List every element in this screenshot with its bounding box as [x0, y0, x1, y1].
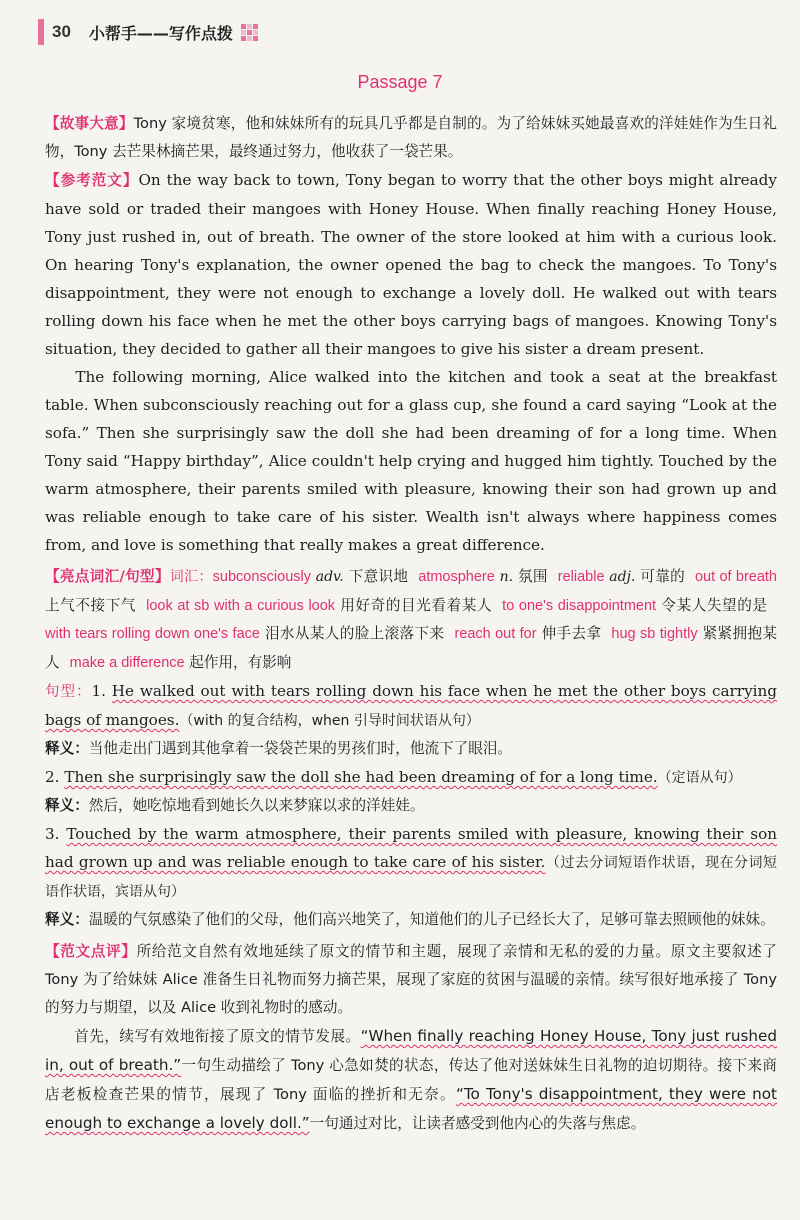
- header-accent-bar: [38, 19, 44, 45]
- vocab-term: with tears rolling down one's face: [45, 626, 260, 642]
- vocab-meaning: 氛围: [513, 568, 548, 585]
- vocab-item: [45, 625, 444, 642]
- model-essay-tag: 【参考范文】: [45, 172, 139, 189]
- vocab-term: out of breath: [694, 569, 777, 585]
- comment-para-2-a: 首先，续写有效地衔接了原文的情节发展。: [74, 1028, 361, 1045]
- comment-para-2-b: 一句生动描绘了 Tony 心急如焚的状态，传达了他对送妹妹生日礼物的迫切期待。接下来商店老板检查芒果的情节，展现了 Tony 面临的挫折和无奈。: [45, 1057, 777, 1103]
- highlight-vocab: [45, 563, 777, 677]
- vocab-pos: n.: [494, 569, 514, 585]
- vocab-term: make a difference: [69, 654, 185, 671]
- comment-para-2-c: 一句通过对比，让读者感受到他内心的失落与焦虑。: [309, 1115, 646, 1132]
- comment-quote-2: “To Tony's disappointment, they were not enough to exchange a lovely doll.”: [45, 1085, 778, 1132]
- sentence-2: [45, 763, 777, 792]
- vocab-label: 词汇：: [169, 569, 213, 585]
- vocab-pos: adj.: [604, 569, 636, 585]
- meaning-label: 释义：: [45, 911, 89, 928]
- vocab-term: hug sb tightly: [611, 626, 698, 642]
- highlights-tag: 【亮点词汇/句型】: [45, 568, 170, 585]
- page-header: [38, 18, 258, 46]
- model-essay-para-1: [45, 166, 777, 363]
- meaning-label: 释义：: [45, 740, 89, 757]
- header-title: 小帮手——写作点拨: [88, 23, 233, 43]
- vocab-term: to one's disappointment: [502, 597, 657, 614]
- model-para-1-text: On the way back to town, Tony began to worry that the other boys might already have sold or traded their mangoes with Honey House. When finally reaching Honey House, Tony just rushed in, out of breath. The owner of the store looked at him with a curious look. On hearing Tony's explanation, the owner opened the bag to check the mangoes. To Tony's disappointment, they were not enough to exchange a lovely doll. He walked out with tears rolling down his face when he met the other boys carrying bags of mangoes. Knowing Tony's situation, they decided to gather all their mangoes to give his sister a dream present.: [45, 171, 777, 358]
- vocab-item: [502, 597, 767, 614]
- meaning-3-text: 温暖的气氛感染了他们的父母，他们高兴地笑了，知道他们的儿子已经长大了，足够可靠去照顾他的妹妹。: [88, 911, 775, 928]
- content-body: [45, 110, 777, 1138]
- vocab-term: atmosphere: [418, 569, 495, 585]
- sentence-3-num: 3.: [45, 825, 60, 843]
- model-para-2-text: The following morning, Alice walked into the kitchen and took a seat at the breakfast table. When subconsciously reaching out for a glass cup, she found a card saying “Look at the sofa.” Then she surprisingly saw the doll she had been dreaming of for a long time. When Tony said “Happy birthday”, Alice couldn't help crying and hugged him tightly. Touched by the warm atmosphere, their parents smiled with pleasure, knowing their son had grown up and was reliable enough to take care of his sister. Wealth isn't always where happiness comes from, and love is something that really makes a great difference.: [45, 368, 777, 554]
- vocab-meaning: 紧紧拥抱某人: [45, 625, 777, 671]
- model-essay-para-2: [45, 363, 777, 559]
- sentence-3: [45, 820, 777, 906]
- vocab-item: [70, 654, 292, 671]
- sentence-3-text: Touched by the warm atmosphere, their parents smiled with pleasure, knowing their son had grown up and was reliable enough to take care of his sister.: [45, 825, 777, 871]
- vocab-term: reach out for: [454, 626, 537, 642]
- vocab-meaning: 用好奇的目光看着某人: [335, 596, 493, 614]
- vocab-term: subconsciously: [212, 569, 311, 585]
- vocab-meaning: 伸手去拿: [536, 625, 602, 642]
- vocab-meaning: 令某人失望的是: [656, 596, 768, 614]
- passage-title: Passage 7: [357, 72, 443, 92]
- comment-para-1: [45, 938, 777, 1022]
- vocab-item: [454, 625, 601, 642]
- vocab-item: [558, 568, 685, 585]
- story-summary: [45, 110, 777, 166]
- meaning-2-text: 然后，她吃惊地看到她长久以来梦寐以求的洋娃娃。: [88, 797, 425, 814]
- vocab-meaning: 可靠的: [635, 568, 685, 585]
- sentence-patterns: [45, 677, 777, 735]
- sentence-3-note: （过去分词短语作状语，现在分词短语作状语，宾语从句）: [45, 855, 777, 900]
- sentence-2-text: Then she surprisingly saw the doll she had been dreaming of for a long time.: [64, 768, 658, 786]
- meaning-label: 释义：: [45, 797, 89, 814]
- vocab-term: look at sb with a curious look: [146, 597, 336, 614]
- comment-para-1-text: 所给范文自然有效地延续了原文的情节和主题，展现了亲情和无私的爱的力量。原文主要叙述了 Tony 为了给妹妹 Alice 准备生日礼物而努力摘芒果，展现了家庭的贫困与温暖的亲情。续写很好地承接了 Tony 的努力与期望，以及 Alice 收到礼物时的感动。: [45, 943, 777, 1016]
- meaning-1-text: 当他走出门遇到其他拿着一袋袋芒果的男孩们时，他流下了眼泪。: [88, 740, 513, 757]
- header-decoration-icon: [241, 24, 258, 41]
- sentence-1-meaning: [45, 735, 777, 763]
- sentence-1-note: （with 的复合结构，when 引导时间状语从句）: [179, 713, 480, 729]
- summary-text: Tony 家境贫寒，他和妹妹所有的玩具几乎都是自制的。为了给妹妹买她最喜欢的洋娃娃作为生日礼物，Tony 去芒果林摘芒果，最终通过努力，他收获了一袋芒果。: [45, 115, 777, 160]
- sentence-3-meaning: [45, 906, 777, 934]
- sentence-2-meaning: [45, 792, 777, 820]
- sentence-label: 句型：: [45, 684, 92, 700]
- vocab-item: [146, 597, 492, 614]
- comment-para-2: [45, 1022, 777, 1138]
- vocab-item: [213, 568, 409, 585]
- sentence-1-text: He walked out with tears rolling down his face when he met the other boys carrying bags of mangoes.: [45, 682, 778, 729]
- vocab-meaning: 下意识地: [343, 568, 409, 585]
- comment-tag: 【范文点评】: [45, 943, 137, 960]
- vocab-item: [418, 568, 548, 585]
- comment-quote-1: “When finally reaching Honey House, Tony just rushed in, out of breath.”: [45, 1027, 777, 1074]
- summary-tag: 【故事大意】: [45, 115, 134, 132]
- vocab-meaning: 上气不接下气: [45, 596, 137, 614]
- sentence-2-note: （定语从句）: [657, 770, 742, 786]
- page-number: 30: [52, 22, 71, 41]
- vocab-meaning: 起作用，有影响: [184, 653, 292, 671]
- sentence-2-num: 2.: [45, 768, 60, 786]
- vocab-term: reliable: [557, 569, 605, 585]
- sentence-1-num: 1.: [91, 682, 106, 700]
- vocab-meaning: 泪水从某人的脸上滚落下来: [259, 625, 445, 642]
- vocab-pos: adv.: [310, 569, 344, 585]
